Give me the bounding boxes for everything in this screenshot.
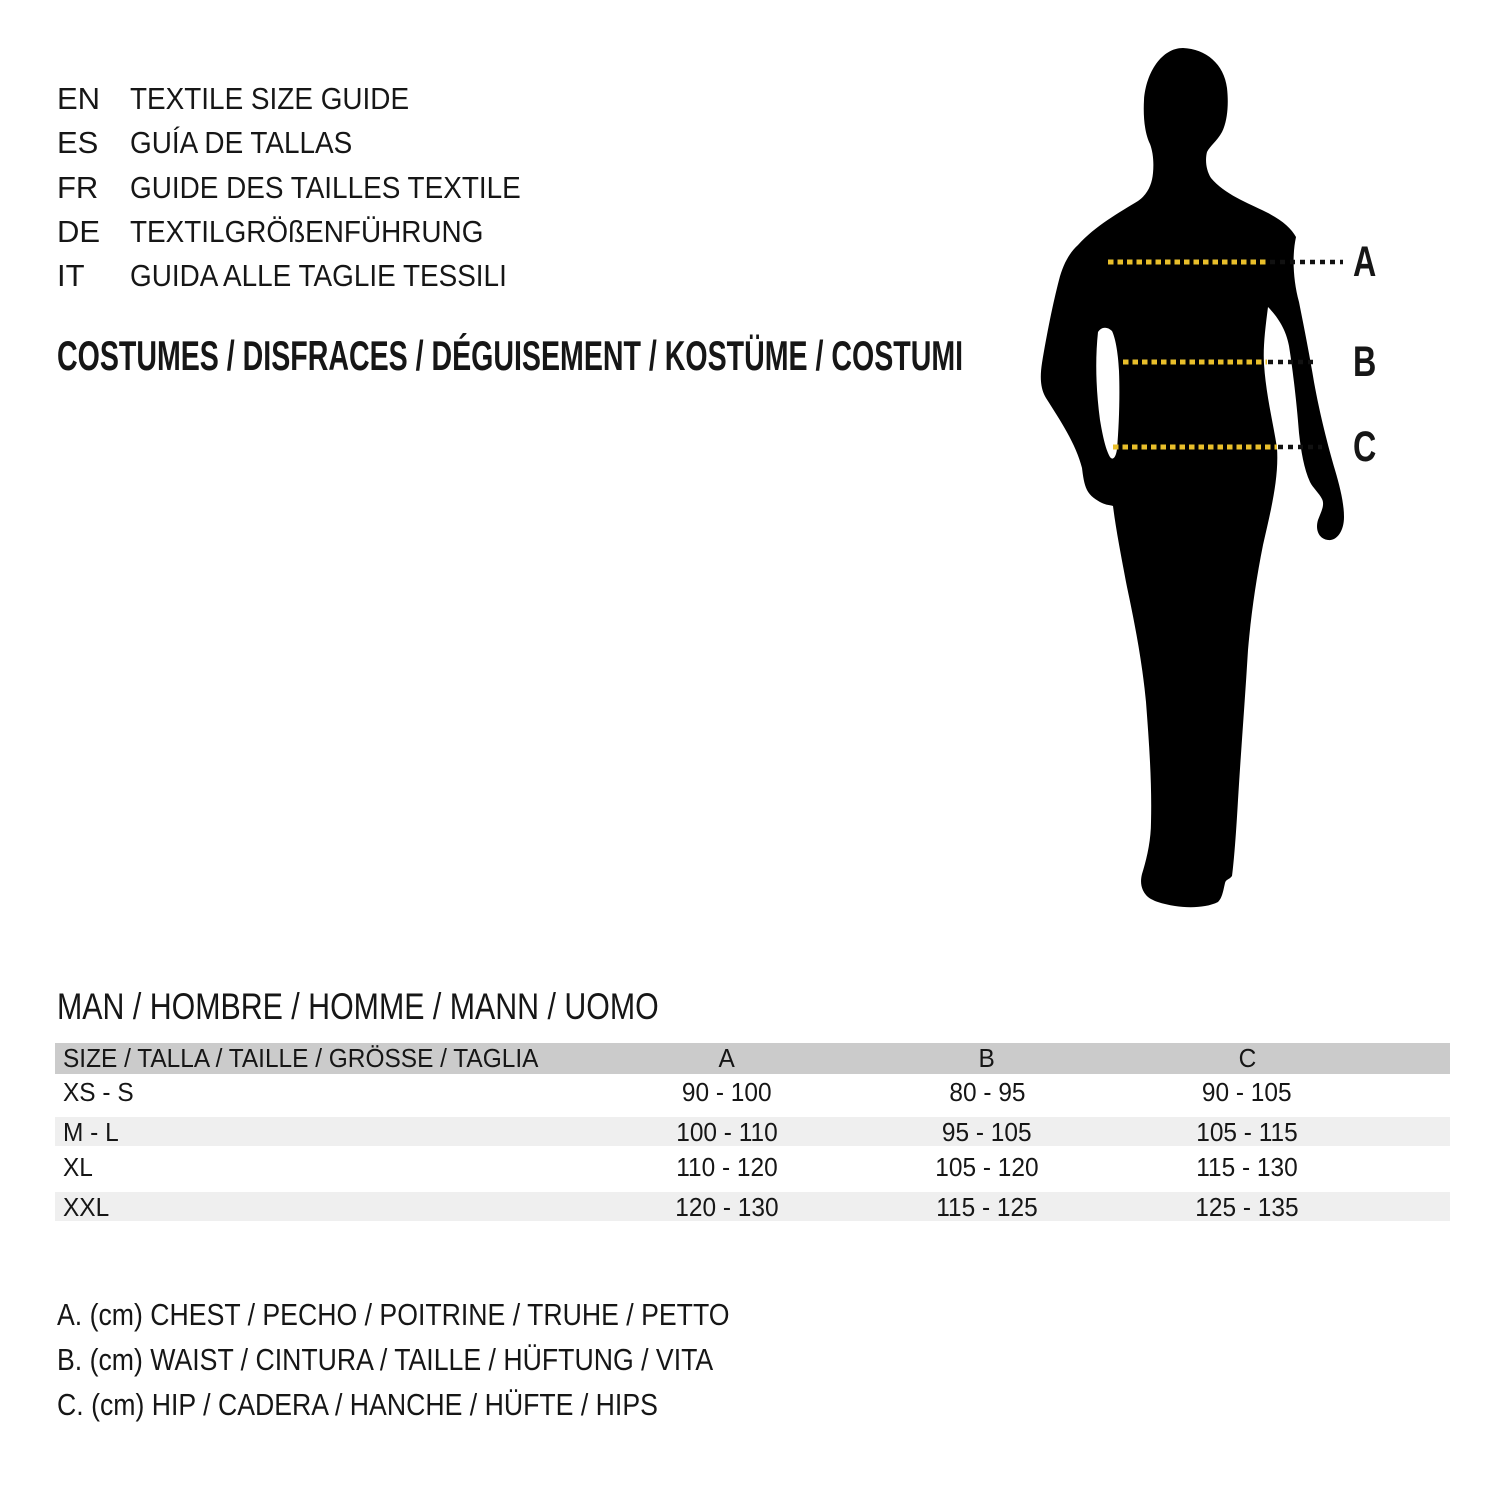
table-row-xs-s	[55, 1074, 1450, 1112]
measurement-legend	[57, 1292, 839, 1427]
size-label: XL	[63, 1152, 93, 1183]
table-cell-b	[857, 1117, 1117, 1148]
table-header-c-text: C	[1238, 1043, 1256, 1073]
table-header-c	[1117, 1043, 1377, 1074]
man-silhouette	[1041, 48, 1344, 907]
language-code: ES	[57, 125, 99, 161]
table-cell-a	[597, 1117, 857, 1148]
table-header-b-text: B	[978, 1043, 996, 1073]
table-header-a	[597, 1043, 857, 1074]
category-title-text: COSTUMES / DISFRACES / DÉGUISEMENT / KOSTÜME / COSTUMI	[57, 332, 964, 379]
language-title: GUIDA ALLE TAGLIE TESSILI	[130, 258, 507, 294]
table-header-b	[857, 1043, 1117, 1074]
chest-range: 90 - 100	[682, 1077, 772, 1108]
table-cell-c	[1117, 1192, 1377, 1223]
table-cell-a	[597, 1077, 857, 1108]
size-label: XS - S	[63, 1077, 134, 1108]
man-silhouette-figure	[1000, 40, 1420, 960]
table-cell-c	[1117, 1152, 1377, 1183]
language-row-it	[57, 254, 564, 298]
table-row-xl	[55, 1149, 1450, 1187]
legend-chest	[57, 1292, 839, 1337]
legend-hip-text: C. (cm) HIP / CADERA / HANCHE / HÜFTE / HIPS	[57, 1386, 658, 1422]
language-title: TEXTILGRÖßENFÜHRUNG	[130, 214, 484, 250]
size-table	[55, 1043, 1450, 1224]
table-cell-size	[55, 1117, 597, 1148]
language-row-fr	[57, 166, 564, 210]
table-row-m-l	[55, 1112, 1450, 1150]
hip-range: 105 - 115	[1196, 1116, 1298, 1147]
size-label: XXL	[63, 1191, 110, 1222]
table-cell-a	[597, 1152, 857, 1183]
language-row-es	[57, 121, 564, 165]
waist-range: 95 - 105	[942, 1116, 1032, 1147]
table-cell-b	[857, 1192, 1117, 1223]
measure-label-b	[1353, 336, 1384, 388]
language-code: DE	[57, 214, 101, 250]
chest-range: 100 - 110	[676, 1116, 778, 1147]
hip-range: 115 - 130	[1196, 1152, 1298, 1183]
table-cell-size	[55, 1152, 597, 1183]
chest-range: 110 - 120	[676, 1152, 778, 1183]
table-header-row	[55, 1043, 1450, 1074]
measure-label-c-text: C	[1353, 423, 1377, 471]
legend-waist-text: B. (cm) WAIST / CINTURA / TAILLE / HÜFTUNG / VITA	[57, 1341, 714, 1377]
waist-range: 115 - 125	[936, 1191, 1038, 1222]
table-cell-c	[1117, 1077, 1377, 1108]
table-section-title-text: MAN / HOMBRE / HOMME / MANN / UOMO	[57, 986, 659, 1027]
hip-range: 125 - 135	[1195, 1191, 1299, 1222]
waist-range: 105 - 120	[935, 1152, 1039, 1183]
legend-waist	[57, 1337, 839, 1382]
measure-label-c	[1353, 421, 1384, 473]
legend-chest-text: A. (cm) CHEST / PECHO / POITRINE / TRUHE / PETTO	[57, 1296, 730, 1332]
table-header-a-text: A	[718, 1043, 736, 1073]
waist-range: 80 - 95	[948, 1077, 1026, 1108]
language-code: IT	[57, 258, 85, 294]
language-row-en	[57, 77, 564, 121]
chest-range: 120 - 130	[675, 1191, 779, 1222]
measure-label-a-text: A	[1353, 238, 1377, 286]
table-header-size-text: SIZE / TALLA / TAILLE / GRÖSSE / TAGLIA	[63, 1043, 539, 1073]
size-label: M - L	[63, 1116, 119, 1147]
measure-label-a	[1353, 236, 1384, 288]
language-code: EN	[57, 81, 101, 117]
table-cell-b	[857, 1077, 1117, 1108]
language-row-de	[57, 210, 564, 254]
legend-hip	[57, 1382, 839, 1427]
language-title: GUÍA DE TALLAS	[130, 125, 353, 161]
table-cell-size	[55, 1192, 597, 1223]
language-title: GUIDE DES TAILLES TEXTILE	[130, 169, 521, 205]
table-cell-c	[1117, 1117, 1377, 1148]
table-cell-a	[597, 1192, 857, 1223]
measure-label-b-text: B	[1353, 338, 1377, 386]
table-header-size	[55, 1043, 597, 1074]
table-cell-size	[55, 1077, 597, 1108]
language-code: FR	[57, 169, 99, 205]
table-cell-b	[857, 1152, 1117, 1183]
language-title-list	[57, 77, 564, 298]
language-title: TEXTILE SIZE GUIDE	[130, 81, 410, 117]
table-section-title	[57, 988, 791, 1026]
table-row-xxl	[55, 1187, 1450, 1225]
hip-range: 90 - 105	[1202, 1077, 1292, 1108]
